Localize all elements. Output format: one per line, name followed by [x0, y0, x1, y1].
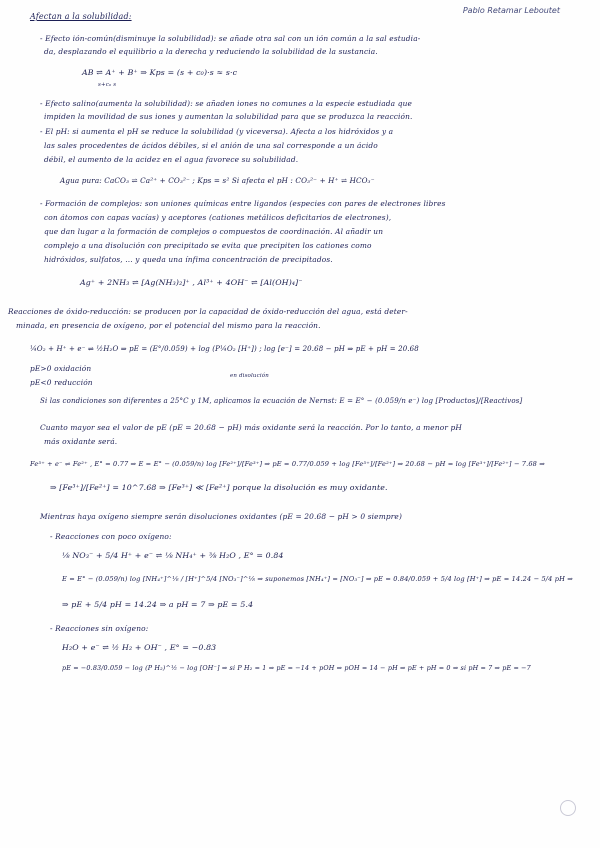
redox-half-equation: ¼O₂ + H⁺ + e⁻ ⇌ ½H₂O ⇒ pE = (E°/0.059) + log (P¼O₂ [H⁺]) ; log [e⁻] = 20.68 − pH ⇒ pE + pH = 20.68	[30, 345, 419, 353]
common-ion-subscript: s+c₀ s	[98, 82, 117, 88]
no-oxygen-equation-2: pE = −0.83/0.059 − log (P H₂)^½ − log [OH⁻] ⇒ si P H₂ = 1 ⇒ pE = −14 + pOH ⇒ pOH = 14 − pH ⇒ pE + pH = 0 ⇒ si pH = 7 ⇒ pE = −7	[62, 664, 531, 672]
ph-line-3: débil, el aumento de la acidez en el agua favorece su solubilidad.	[44, 155, 299, 164]
section-title: Afectan a la solubilidad:	[30, 12, 132, 21]
ph-line-1: - El pH: si aumenta el pH se reduce la solubilidad (y viceversa). Afecta a los hidróxidos y a	[40, 127, 394, 136]
complex-equation: Ag⁺ + 2NH₃ ⇌ [Ag(NH₃)₂]⁺ , Al³⁺ + 4OH⁻ ⇌ [Al(OH)₄]⁻	[80, 278, 303, 287]
oxygen-note: Mientras haya oxígeno siempre serán disoluciones oxidantes (pE = 20.68 − pH > 0 siempre)	[40, 512, 402, 521]
oxidant-line-1: Cuanto mayor sea el valor de pE (pE = 20.68 − pH) más oxidante será la reacción. Por lo tanto, a menor pH	[40, 423, 462, 432]
salt-effect-line-2: impiden la movilidad de sus iones y aumentan la solubilidad para que se produzca la reacción.	[44, 112, 413, 121]
complex-line-5: hidróxidos, sulfatos, ... y queda una ínfima concentración de precipitados.	[44, 255, 333, 264]
pe-reduction: pE<0 reducción	[30, 378, 93, 387]
redox-intro-line-2: minada, en presencia de oxígeno, por el potencial del mismo para la reacción.	[16, 321, 321, 330]
corner-mark	[560, 800, 576, 816]
redox-half-equation-note: en disolución	[230, 373, 269, 379]
complex-line-2: con átomos con capas vacías) y aceptores (cationes metálicos deficitarios de electrones),	[44, 213, 392, 222]
oxidant-line-2: más oxidante será.	[44, 437, 118, 446]
no-oxygen-title: - Reacciones sin oxígeno:	[50, 624, 149, 633]
low-oxygen-equation: ⅛ NO₃⁻ + 5/4 H⁺ + e⁻ ⇌ ⅛ NH₄⁺ + ⅜ H₂O , E° = 0.84	[62, 551, 284, 560]
standard-conditions-note: Si las condiciones son diferentes a 25°C y 1M, aplicamos la ecuación de Nernst: E = E° − (0.059/n e⁻) log [Productos]/[Reactivos]	[40, 397, 523, 405]
nernst-equation: E = E° − (0.059/n) log [NH₄⁺]^⅛ / [H⁺]^5/4 [NO₃⁻]^⅛ ⇒ suponemos [NH₄⁺] = [NO₃⁻] ⇒ pE = 0.84/0.059 + 5/4 log [H⁺] ⇒ pE = 14.24 − 5/4 pH ⇒	[62, 575, 573, 583]
pe-oxidation: pE>0 oxidación	[30, 364, 92, 373]
common-ion-line-1: - Efecto ión-común(disminuye la solubilidad): se añade otra sal con un ión común a la sal estudia-	[40, 34, 421, 43]
salt-effect-line-1: - Efecto salino(aumenta la solubilidad): se añaden iones no comunes a la especie estudiada que	[40, 99, 413, 108]
ph-line-2: las sales procedentes de ácidos débiles, si el anión de una sal corresponde a un ácido	[44, 141, 378, 150]
author-name: Pablo Retamar Leboutet	[462, 6, 560, 15]
complex-line-1: - Formación de complejos: son uniones químicas entre ligandos (especies con pares de electrones libres	[40, 199, 446, 208]
no-oxygen-equation: H₂O + e⁻ ⇌ ½ H₂ + OH⁻ , E° = −0.83	[62, 643, 217, 652]
low-oxygen-title: - Reacciones con poco oxígeno:	[50, 532, 172, 541]
complex-line-3: que dan lugar a la formación de complejos o compuestos de coordinación. Al añadir un	[44, 227, 384, 236]
common-ion-equation: AB ⇌ A⁺ + B⁺ ⇒ Kps = (s + c₀)·s ≈ s·c	[82, 68, 238, 77]
iron-equation-2: ⇒ [Fe³⁺]/[Fe²⁺] = 10^7.68 ⇒ [Fe³⁺] ≪ [Fe²⁺] porque la disolución es muy oxidante.	[50, 483, 388, 492]
common-ion-line-2: da, desplazando el equilibrio a la derecha y reduciendo la solubilidad de la sustancia.	[44, 47, 378, 56]
nernst-equation-2: ⇒ pE + 5/4 pH = 14.24 ⇒ a pH = 7 ⇒ pE = 5.4	[62, 600, 254, 609]
iron-equation: Fe³⁺ + e⁻ ⇌ Fe²⁺ , E° = 0.77 ⇒ E = E° − (0.059/n) log [Fe²⁺]/[Fe³⁺] ⇒ pE = 0.77/0.059 + log [Fe³⁺]/[Fe²⁺] ⇒ 20.68 − pH = log [Fe³⁺]/[Fe²⁺] − 7.68 ⇒	[30, 460, 545, 468]
redox-intro-line-1: Reacciones de óxido-reducción: se producen por la capacidad de óxido-reducción del agua, está deter-	[8, 307, 408, 316]
complex-line-4: complejo a una disolución con precipitado se evita que precipiten los cationes como	[44, 241, 372, 250]
ph-equation: Agua pura: CaCO₃ ⇌ Ca²⁺ + CO₃²⁻ ; Kps = s² Si afecta el pH : CO₃²⁻ + H⁺ ⇌ HCO₃⁻	[60, 176, 375, 185]
